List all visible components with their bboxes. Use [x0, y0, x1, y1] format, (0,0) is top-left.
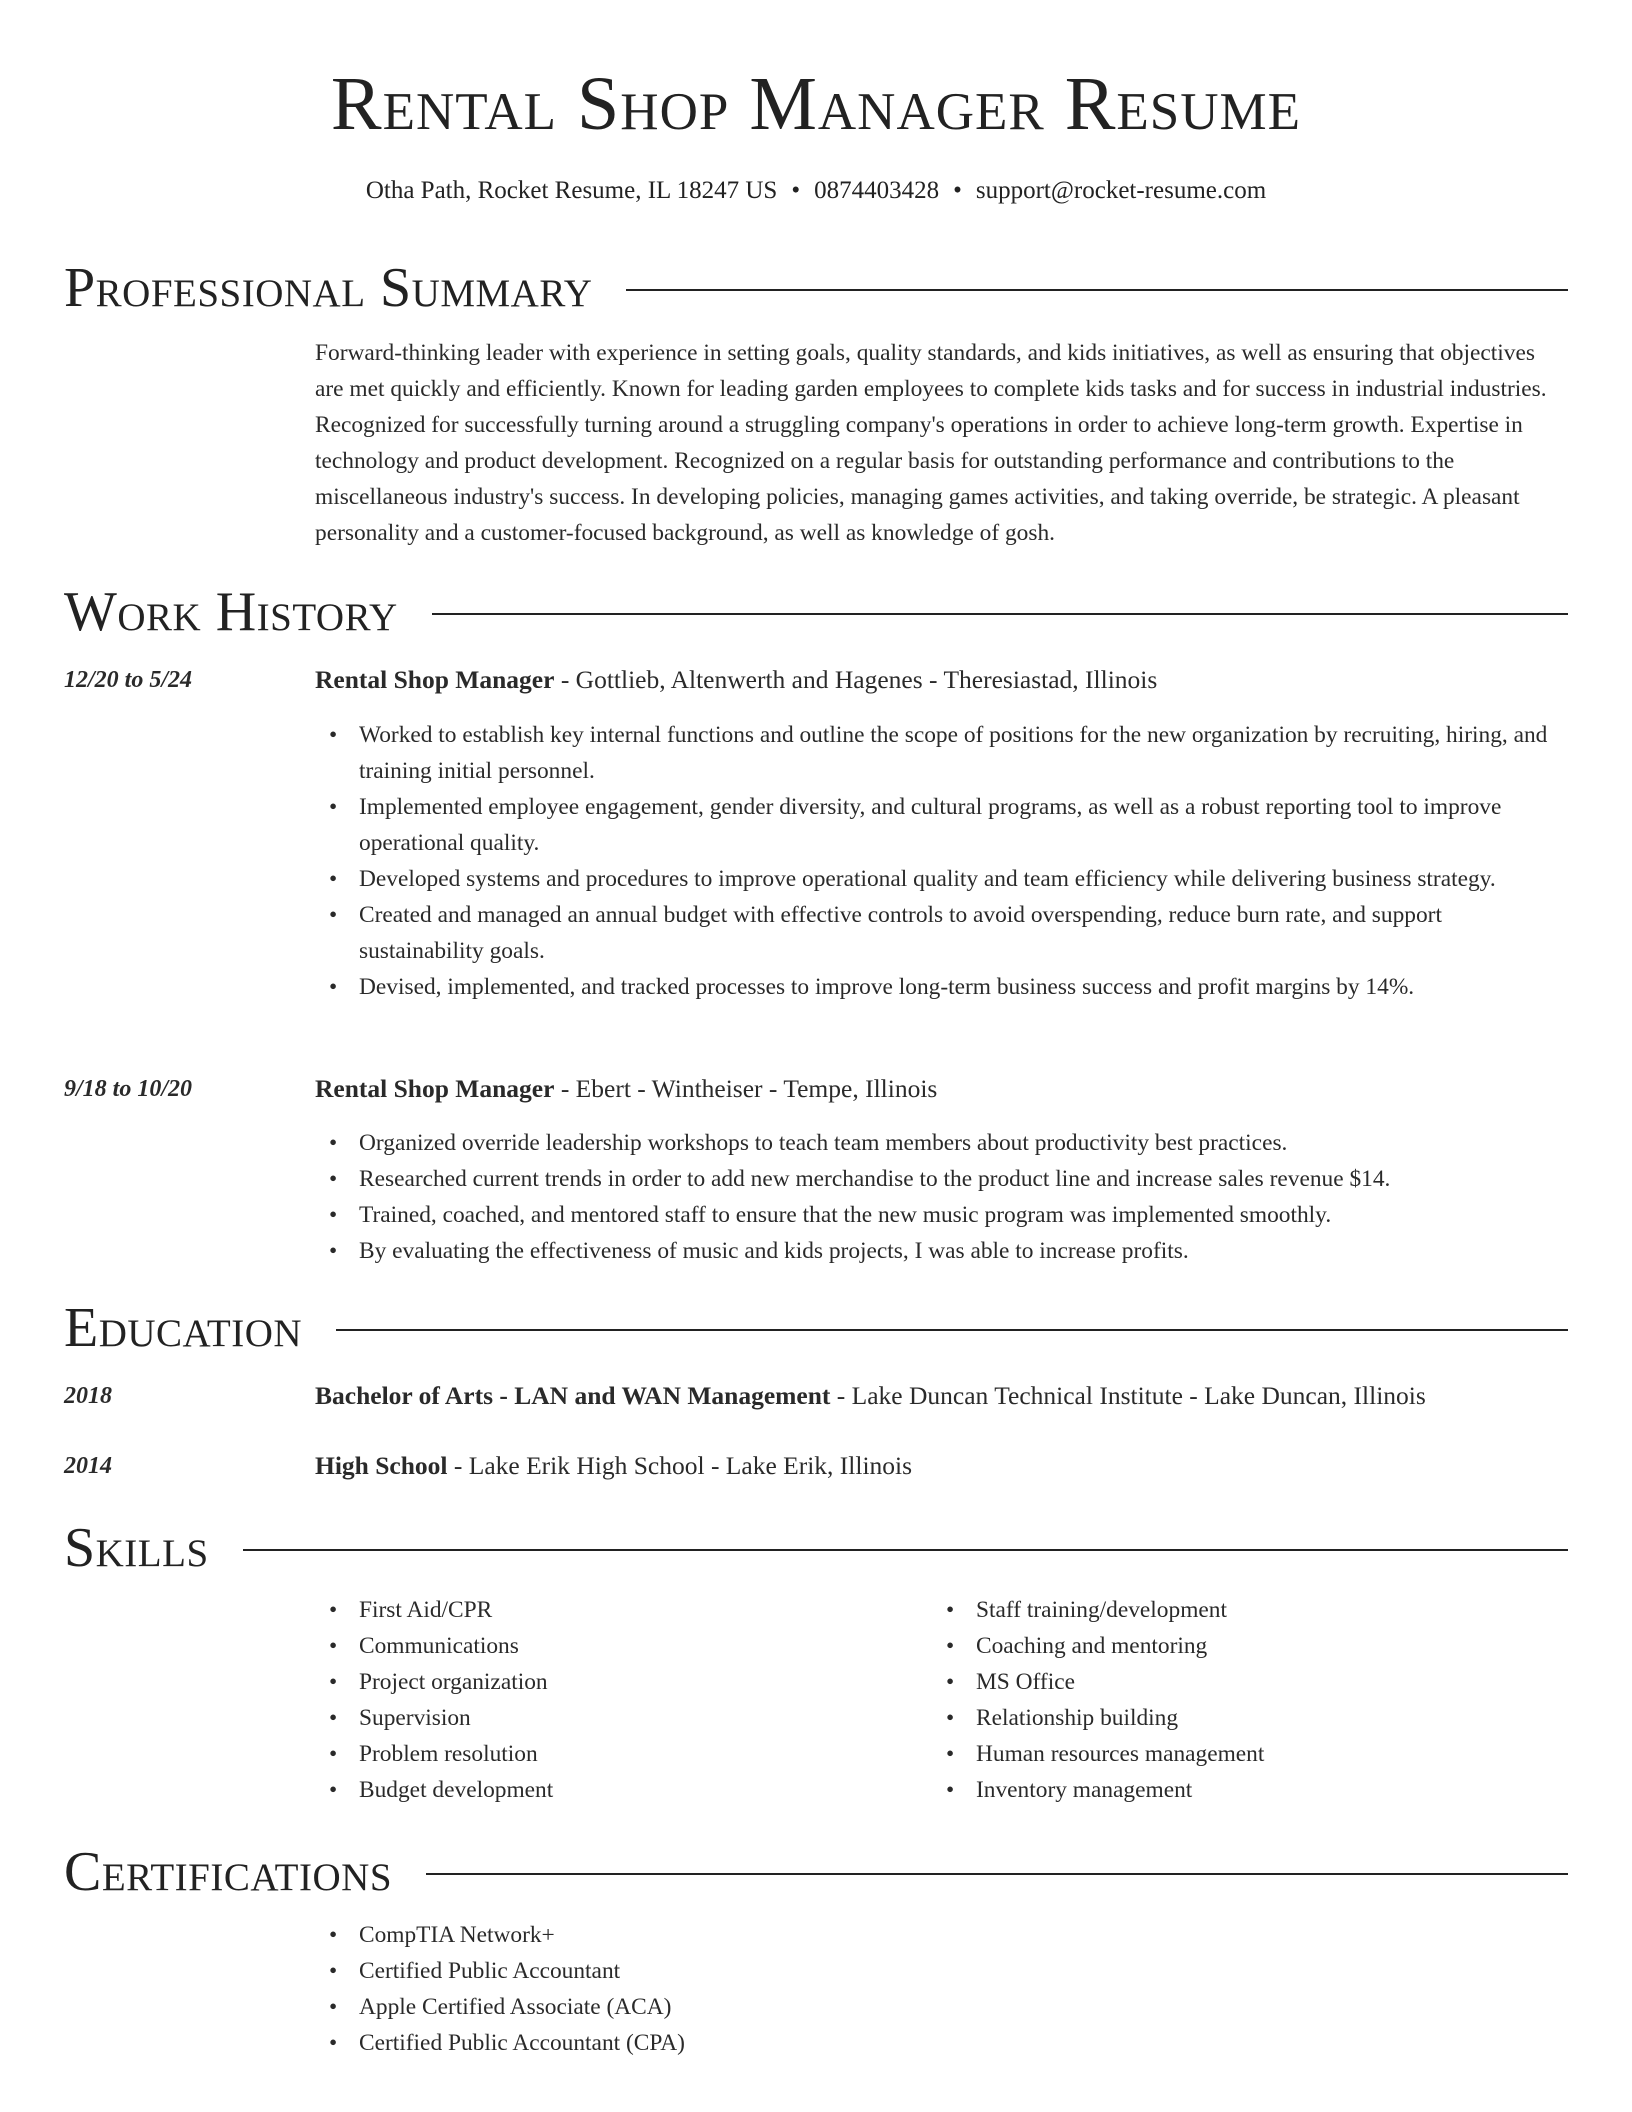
list-item: • Apple Certified Associate (ACA) — [315, 1989, 1565, 2025]
job-title: Rental Shop Manager — [315, 1074, 555, 1103]
job-details: - Ebert - Wintheiser - Tempe, Illinois — [554, 1074, 938, 1103]
contact-separator: • — [791, 177, 801, 204]
list-item: • Budget development — [315, 1772, 915, 1808]
list-item: • Supervision — [315, 1700, 915, 1736]
list-item: • Human resources management — [932, 1736, 1562, 1772]
list-item: • First Aid/CPR — [315, 1592, 915, 1628]
education-year: 2014 — [64, 1453, 112, 1479]
list-item: • Relationship building — [932, 1700, 1562, 1736]
list-item: • Trained, coached, and mentored staff to ensure that the new music program was implemented smoothly. — [315, 1197, 1565, 1233]
job-details: - Gottlieb, Altenwerth and Hagenes - Theresiastad, Illinois — [554, 665, 1158, 694]
section-title-education: Education — [64, 1297, 303, 1359]
education-section-heading — [64, 1298, 1568, 1358]
list-item: • Project organization — [315, 1664, 915, 1700]
education-entry — [315, 1450, 1565, 1482]
list-item: • Researched current trends in order to add new merchandise to the product line and increase sales revenue $14. — [315, 1161, 1565, 1197]
list-item: • Certified Public Accountant (CPA) — [315, 2025, 1565, 2061]
list-item: • Developed systems and procedures to improve operational quality and team efficiency while delivering business strategy. — [315, 861, 1565, 897]
skills-list-left — [315, 1592, 915, 1808]
section-divider — [426, 1873, 1568, 1875]
summary-section-heading — [64, 258, 1568, 318]
education-degree: High School — [315, 1451, 448, 1480]
section-title-certifications: Certifications — [64, 1841, 393, 1903]
summary-text: Forward-thinking leader with experience in setting goals, quality standards, and kids initiatives, as well as ensuring that objectives are met quickly and efficiently. Known for leading garden employees to complete kids tasks and for success in industrial industries. Recognized for successfully turning around a struggling company's operations in order to achieve long-term growth. Expertise in technology and product development. Recognized on a regular basis for outstanding performance and contributions to the miscellaneous industry's success. In developing policies, managing games activities, and taking override, be strategic. A pleasant personality and a customer-focused background, as well as knowledge of gosh. — [315, 340, 1547, 546]
list-item: • Organized override leadership workshops to teach team members about productivity best practices. — [315, 1125, 1565, 1161]
job-dates: 9/18 to 10/20 — [64, 1076, 193, 1102]
job-header — [315, 1073, 1565, 1105]
contact-email: support@rocket-resume.com — [975, 177, 1267, 204]
list-item: • Certified Public Accountant — [315, 1953, 1565, 1989]
job-dates: 12/20 to 5/24 — [64, 667, 193, 693]
section-title-work: Work History — [64, 581, 398, 643]
list-item: • By evaluating the effectiveness of music and kids projects, I was able to increase profits. — [315, 1233, 1565, 1269]
skills-list-right — [932, 1592, 1562, 1808]
contact-line — [64, 176, 1568, 206]
section-divider — [243, 1549, 1568, 1551]
work-section-heading — [64, 582, 1568, 642]
list-item: • Devised, implemented, and tracked processes to improve long-term business success and profit margins by 14%. — [315, 969, 1565, 1005]
job-header — [315, 664, 1565, 696]
resume-title: Rental Shop Manager Resume — [330, 62, 1302, 146]
education-details: - Lake Duncan Technical Institute - Lake Duncan, Illinois — [830, 1381, 1426, 1410]
education-details: - Lake Erik High School - Lake Erik, Illinois — [447, 1451, 913, 1480]
section-divider — [336, 1329, 1568, 1331]
list-item: • Staff training/development — [932, 1592, 1562, 1628]
contact-address: Otha Path, Rocket Resume, IL 18247 US — [365, 177, 778, 204]
job-title: Rental Shop Manager — [315, 665, 555, 694]
certifications-list — [315, 1917, 1565, 2061]
list-item: • Coaching and mentoring — [932, 1628, 1562, 1664]
skills-section-heading — [64, 1518, 1568, 1578]
list-item: • Problem resolution — [315, 1736, 915, 1772]
list-item: • Communications — [315, 1628, 915, 1664]
section-divider — [626, 289, 1568, 291]
list-item: • Worked to establish key internal functions and outline the scope of positions for the new organization by recruiting, hiring, and training initial personnel. — [315, 717, 1565, 789]
contact-separator: • — [953, 177, 962, 204]
list-item: • MS Office — [932, 1664, 1562, 1700]
contact-phone: 0874403428 — [814, 177, 940, 204]
job-bullet-list — [315, 717, 1565, 1005]
section-title-summary: Professional Summary — [64, 257, 593, 319]
list-item: • Implemented employee engagement, gender diversity, and cultural programs, as well as a robust reporting tool to improve operational quality. — [315, 789, 1565, 861]
education-year: 2018 — [64, 1383, 112, 1409]
list-item: • CompTIA Network+ — [315, 1917, 1565, 1953]
list-item: • Inventory management — [932, 1772, 1562, 1808]
list-item: • Created and managed an annual budget with effective controls to avoid overspending, reduce burn rate, and support sustainability goals. — [315, 897, 1565, 969]
section-divider — [432, 613, 1568, 615]
education-entry — [315, 1380, 1565, 1412]
job-bullet-list — [315, 1125, 1565, 1269]
certifications-section-heading — [64, 1842, 1568, 1902]
education-degree: Bachelor of Arts - LAN and WAN Management — [315, 1381, 831, 1410]
section-title-skills: Skills — [64, 1517, 209, 1579]
